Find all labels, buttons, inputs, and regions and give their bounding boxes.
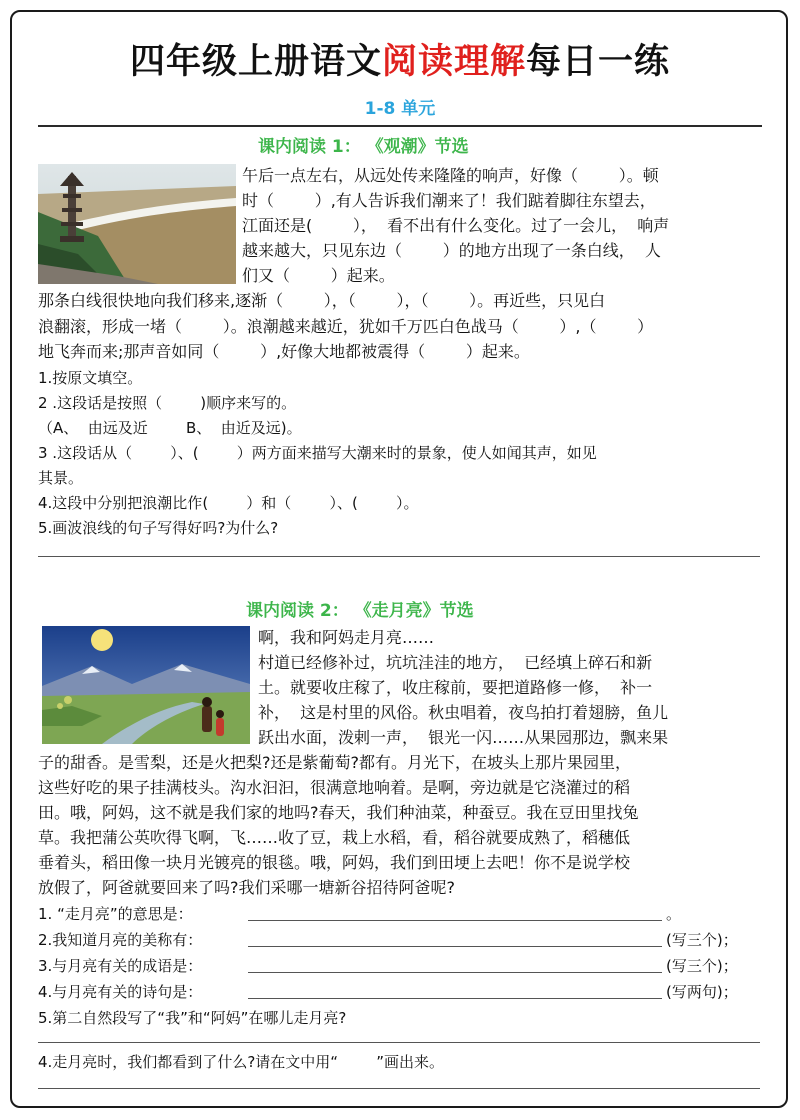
reading1-title: 课内阅读 1： 《观潮》节选 [258,137,469,157]
reading1-question: 2 .这段话是按照（ )顺序来写的。 [38,394,297,412]
question-suffix: (写两句)； [666,983,738,1001]
reading2-text-line: 草。我把蒲公英吹得飞啊，飞……收了豆，栽上水稻，看，稻谷就要成熟了，稻穗低 [38,828,631,847]
answer-line[interactable] [248,920,662,921]
reading1-text-line: 午后一点左右，从远处传来隆隆的响声，好像（ ）。顿 [242,166,659,185]
reading1-question: 其景。 [38,469,84,487]
title-highlight: 阅读理解 [381,42,526,82]
reading1-text-line: 们又（ ）起来。 [242,266,395,285]
reading1-text-line: 地飞奔而来;那声音如同（ ）,好像大地都被震得（ ）起来。 [38,342,530,361]
title-suffix: 每日一练 [526,42,671,82]
reading1-text-line: 浪翻滚，形成一堵（ ）。浪潮越来越近，犹如千万匹白色战马（ ）,（ ） [38,317,654,336]
question-suffix: (写三个)； [666,957,738,975]
reading1-text-line: 越来越大，只见东边（ ）的地方出现了一条白线， 人 [242,241,661,260]
answer-line[interactable] [248,998,662,999]
reading2-question: 1. “走月亮”的意思是： [38,905,193,923]
reading2-text-line: 子的甜香。是雪梨，还是火把梨?还是紫葡萄?都有。月光下，在坡头上那片果园里， [38,753,631,772]
answer-line[interactable] [38,1088,760,1089]
page-title [0,34,800,84]
reading1-text-line: 时（ ）,有人告诉我们潮来了！我们踮着脚往东望去， [242,191,656,210]
answer-line[interactable] [38,1042,760,1043]
reading1-text-line: 江面还是( ）， 看不出有什么变化。过了一会儿， 响声 [242,216,670,235]
question-suffix: 。 [666,905,682,923]
moon-walk-image [42,626,250,744]
reading2-title: 课内阅读 2： 《走月亮》节选 [246,601,474,621]
reading2-text-line: 跃出水面，泼剌一声， 银光一闪……从果园那边，飘来果 [258,728,669,747]
tidal-bore-image [38,164,236,284]
title-prefix: 四年级上册语文 [129,42,382,82]
reading2-text-line: 啊，我和阿妈走月亮…… [258,628,435,647]
reading1-question: 4.这段中分别把浪潮比作( ）和（ ）、( ）。 [38,494,419,512]
answer-line[interactable] [248,946,662,947]
reading1-question: 3 .这段话从（ ）、( ）两方面来描写大潮来时的景象，使人如闻其声，如见 [38,444,597,462]
reading2-text-line: 这些好吃的果子挂满枝头。沟水汩汩，很满意地响着。是啊，旁边就是它浇灌过的稻 [38,778,631,797]
reading1-question: 5.画波浪线的句子写得好吗?为什么? [38,519,279,537]
reading2-question: 3.与月亮有关的成语是： [38,957,203,975]
reading2-question: 4.走月亮时，我们都看到了什么?请在文中用“ ”画出来。 [38,1053,444,1071]
reading1-question: （A、 由远及近 B、 由近及远)。 [38,419,302,437]
reading2-question: 5.第二自然段写了“我”和“阿妈”在哪儿走月亮? [38,1009,347,1027]
question-suffix: (写三个)； [666,931,738,949]
header-divider [38,125,762,127]
reading2-question: 4.与月亮有关的诗句是： [38,983,203,1001]
reading2-text-line: 田。哦，阿妈，这不就是我们家的地吗?春天，我们种油菜，种蚕豆。我在豆田里找兔 [38,803,639,822]
reading1-text-line: 那条白线很快地向我们移来,逐渐（ ），（ ），（ ）。再近些，只见白 [38,291,606,310]
answer-line[interactable] [38,556,760,557]
reading2-text-line: 村道已经修补过，坑坑洼洼的地方， 已经填上碎石和新 [258,653,653,672]
reading2-text-line: 补， 这是村里的风俗。秋虫唱着，夜鸟拍打着翅膀，鱼儿 [258,703,669,722]
reading2-question: 2.我知道月亮的美称有： [38,931,203,949]
answer-line[interactable] [248,972,662,973]
unit-label: 1-8 单元 [364,99,436,119]
reading2-text-line: 垂着头，稻田像一块月光镀亮的银毯。哦，阿妈，我们到田埂上去吧！你不是说学校 [38,853,631,872]
reading1-question: 1.按原文填空。 [38,369,143,387]
reading2-text-line: 土。就要收庄稼了，收庄稼前，要把道路修一修， 补一 [258,678,653,697]
reading2-text-line: 放假了，阿爸就要回来了吗?我们采哪一塘新谷招待阿爸呢? [38,878,455,897]
